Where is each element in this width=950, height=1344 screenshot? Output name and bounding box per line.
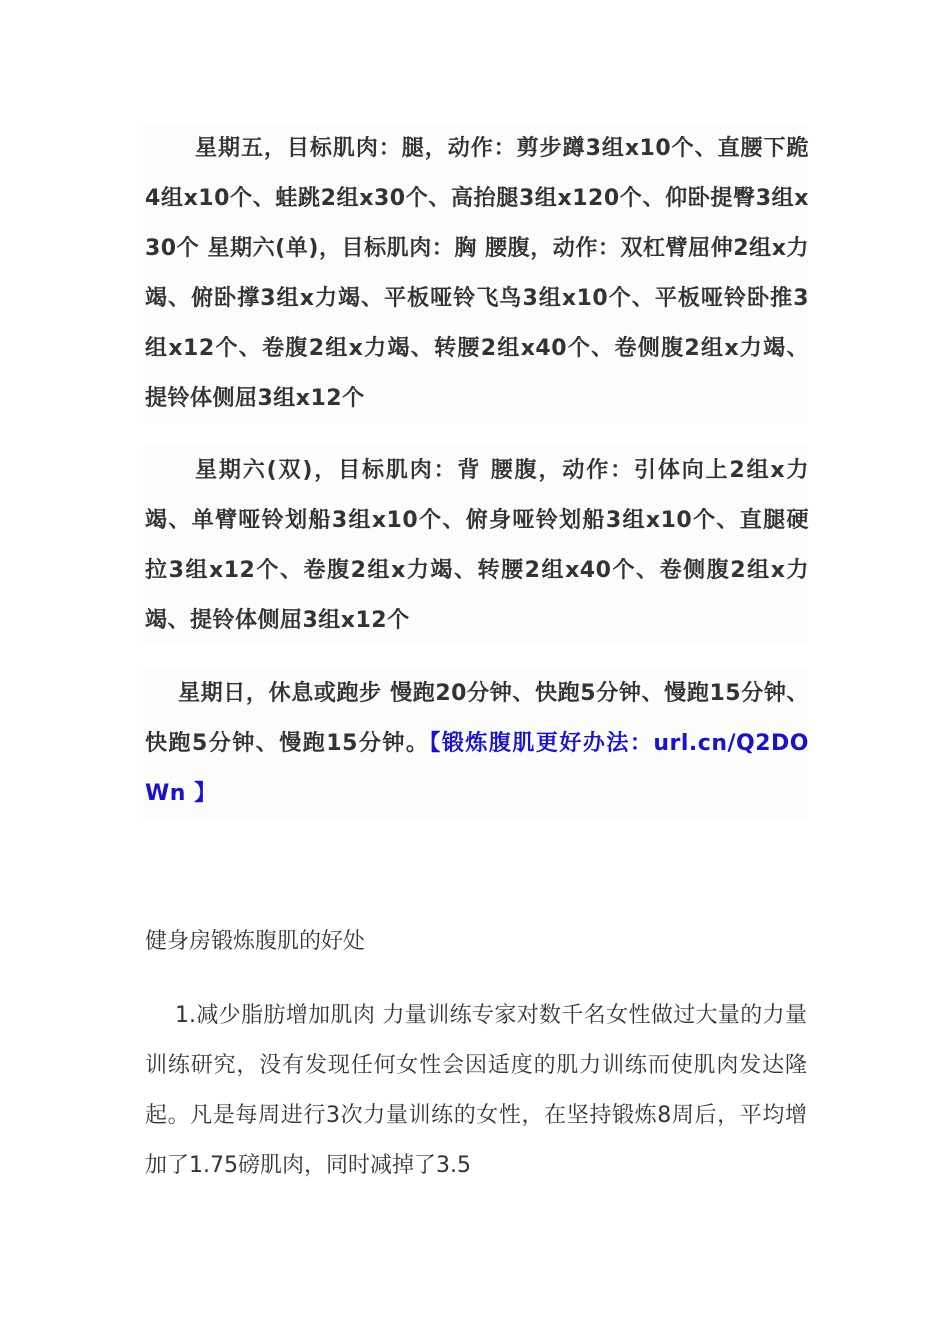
friday-saturday-single-paragraph: 星期五，目标肌肉：腿，动作：剪步蹲3组x10个、直腰下跪4组x10个、蛙跳2组x30个、高抬腿3组x120个、仰卧提臀3组x30个 星期六(单)，目标肌肉：胸 腰腹，动作：双杠臂屈伸2组x力竭、俯卧撑3组x力竭、平板哑铃飞鸟3组x10个、平板哑铃卧推3组x12个、卷腹2组x力竭、转腰2组x40个、卷侧腹2组x力竭、提铃体侧屈3组x12个 — [145, 136, 809, 411]
sunday-text: 星期日，休息或跑步 慢跑20分钟、快跑5分钟、慢跑15分钟、快跑5分钟、慢跑15分钟。 — [145, 681, 809, 756]
abs-training-link[interactable]: 【锻炼腹肌更好办法：url.cn/Q2DOWn 】 — [145, 731, 809, 806]
saturday-double-paragraph: 星期六(双)，目标肌肉：背 腰腹，动作：引体向上2组x力竭、单臂哑铃划船3组x10个、俯身哑铃划船3组x10个、直腿硬拉3组x12个、卷腹2组x力竭、转腰2组x40个、卷侧腹2组x力竭、提铃体侧屈3组x12个 — [145, 458, 809, 633]
sunday-paragraph — [145, 669, 809, 819]
section-heading: 健身房锻炼腹肌的好处 — [145, 929, 366, 954]
benefit-paragraph-1: 1.减少脂肪增加肌肉 力量训练专家对数千名女性做过大量的力量训练研究，没有发现任何女性会因适度的肌力训练而使肌肉发达隆起。凡是每周进行3次力量训练的女性，在坚持锻炼8周后，平均增加了1.75磅肌肉，同时减掉了3.5 — [145, 1003, 807, 1178]
